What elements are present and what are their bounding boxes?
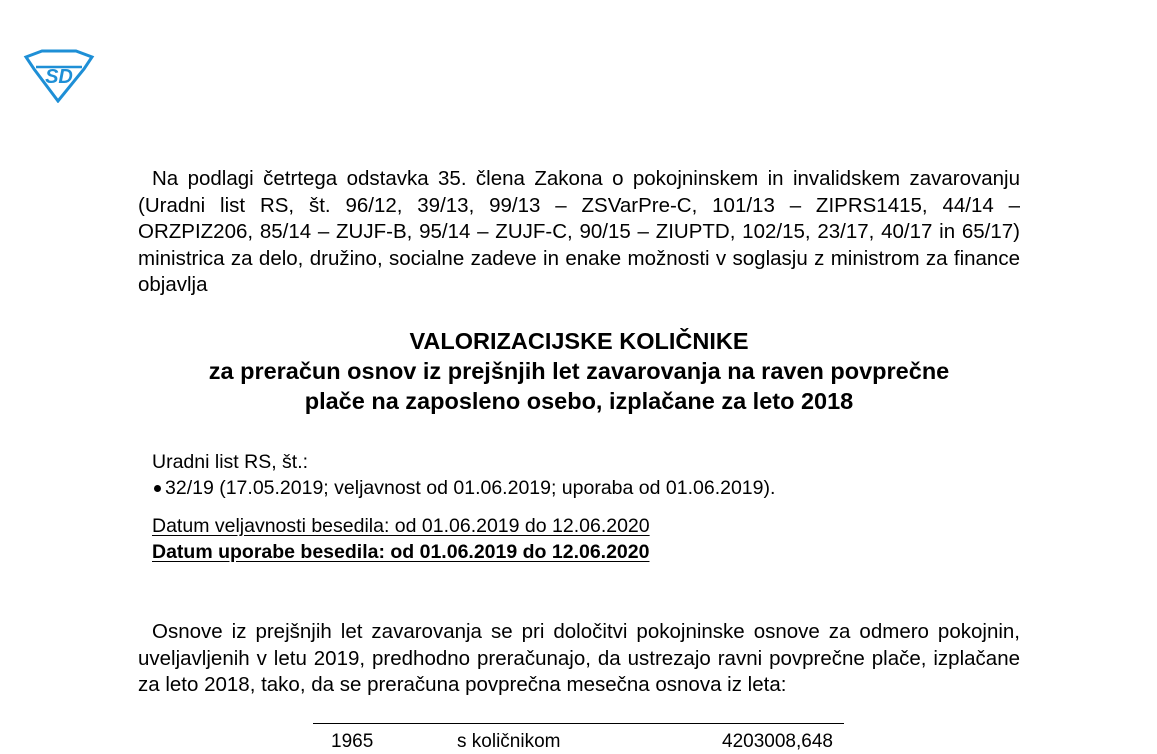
table-cell-label: s količnikom — [457, 731, 561, 752]
gazette-reference — [152, 449, 775, 501]
title-sub: za preračun osnov iz prejšnjih let zavarovanja na raven povprečne plače na zaposleno osebo, izplačane za leto 2018 — [208, 358, 950, 414]
intro-text: Na podlagi četrtega odstavka 35. člena Zakona o pokojninskem in invalidskem zavarovanju (Uradni list RS, št. 96/12, 39/13, 99/13 – ZSVarPre-C, 101/13 – ZIPRS1415, 44/14 – ORZPIZ206, 85/14 – ZUJF-B, 95/14 – ZUJF-C, 90/15 – ZIUPTD, 102/15, 23/17, 40/17 in 65/17) ministrica za delo, družino, socialne zadeve in enake možnosti v soglasju z ministrom za finance objavlja — [138, 167, 1020, 296]
table-top-rule — [313, 723, 844, 724]
document-title — [138, 326, 1020, 416]
bases-paragraph — [138, 619, 1020, 699]
table-cell-year: 1965 — [331, 731, 374, 752]
zpiz-shield-logo-icon — [22, 49, 96, 103]
zpiz-logo — [22, 49, 96, 103]
validity-date: Datum veljavnosti besedila: od 01.06.2019 do 12.06.2020 — [152, 515, 650, 537]
validity-block — [152, 513, 650, 565]
gazette-entry: 32/19 (17.05.2019; veljavnost od 01.06.2019; uporaba od 01.06.2019). — [165, 477, 776, 499]
table-cell-value: 4203008,648 — [722, 731, 833, 752]
gazette-label: Uradni list RS, št.: — [152, 451, 309, 473]
usage-date: Datum uporabe besedila: od 01.06.2019 do 12.06.2020 — [152, 541, 650, 563]
logo-lettering: SD — [45, 66, 73, 88]
bullet-icon — [154, 485, 161, 492]
intro-paragraph — [138, 166, 1020, 299]
title-main: VALORIZACIJSKE KOLIČNIKE — [409, 328, 749, 354]
gazette-entry-row — [152, 475, 775, 501]
bases-text: Osnove iz prejšnjih let zavarovanja se pri določitvi pokojninske osnove za odmero pokojnin, uveljavljenih v letu 2019, predhodno preračunajo, da ustrezajo ravni povprečne plače, izplačane za leto 2018, tako, da se preračuna povprečna mesečna osnova iz leta: — [138, 620, 1020, 696]
